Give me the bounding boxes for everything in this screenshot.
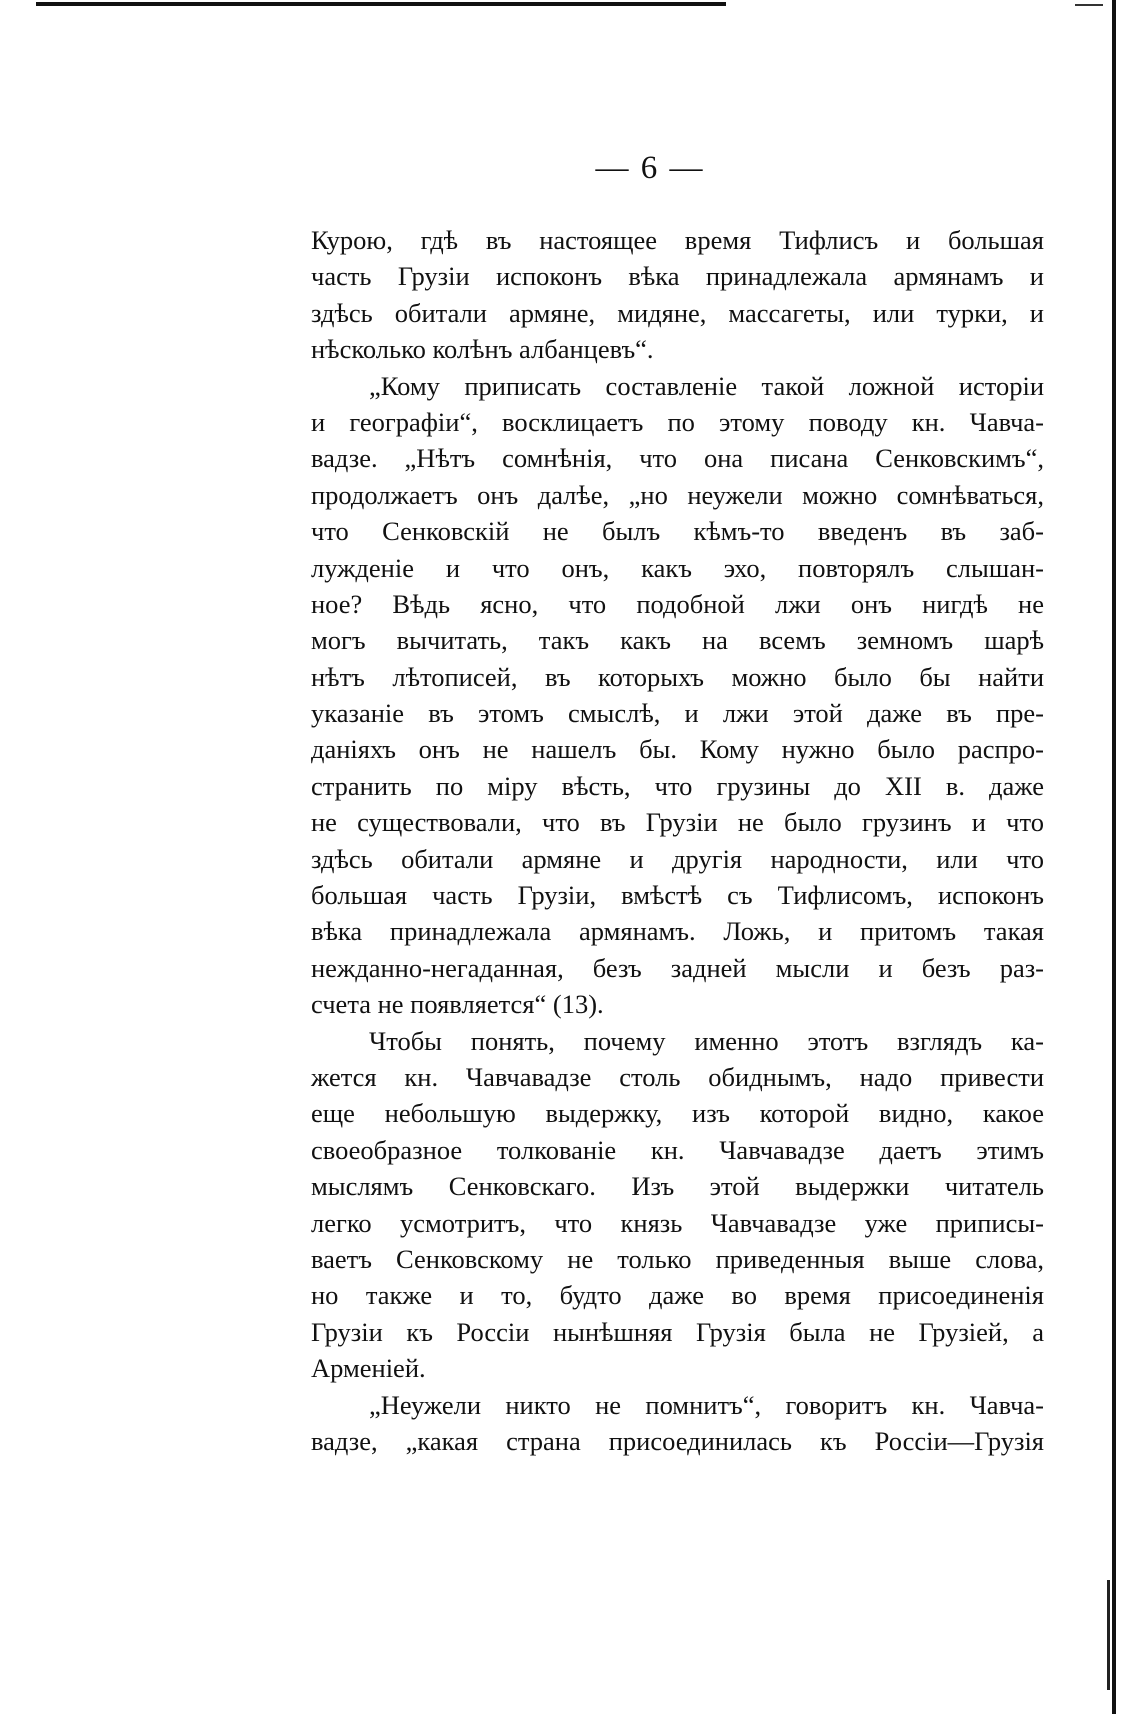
- page-number: — 6 —: [595, 150, 705, 186]
- text-line: указаніе въ этомъ смыслѣ, и лжи этой даже въ пре-: [311, 698, 1044, 729]
- text-line: большая часть Грузіи, вмѣстѣ съ Тифлисомъ, испоконъ: [311, 880, 1044, 911]
- text-line: странить по міру вѣсть, что грузины до XII в. даже: [311, 770, 1044, 801]
- text-line: Грузіи къ Россіи нынѣшняя Грузія была не Грузіей, а: [311, 1316, 1044, 1347]
- text-line: но также и то, будто даже во время присоединенія: [311, 1280, 1044, 1311]
- text-line: легко усмотритъ, что князь Чавчавадзе уже приписы-: [311, 1207, 1044, 1238]
- page-edge-mark: [1107, 1580, 1110, 1690]
- text-line: ваетъ Сенковскому не только приведенныя выше слова,: [311, 1243, 1044, 1274]
- text-line: нѣсколько колѣнъ албанцевъ“.: [311, 334, 654, 365]
- text-line: вадзе, „какая страна присоединилась къ Россіи—Грузія: [311, 1425, 1044, 1456]
- text-line: своеобразное толкованіе кн. Чавчавадзе даетъ этимъ: [311, 1134, 1044, 1165]
- text-line: здѣсь обитали армяне, мидяне, массагеты, или турки, и: [311, 297, 1044, 328]
- text-line: вѣка принадлежала армянамъ. Ложь, и притомъ такая: [311, 916, 1044, 947]
- text-line: нежданно-негаданная, безъ задней мысли и безъ раз-: [311, 952, 1044, 983]
- text-line: здѣсь обитали армяне и другія народности, или что: [311, 843, 1044, 874]
- text-line: „Неужели никто не помнитъ“, говоритъ кн. Чавча-: [369, 1389, 1044, 1420]
- text-line: счета не появляется“ (13).: [311, 989, 604, 1020]
- body-text: [311, 222, 1044, 1459]
- text-line: Курою, гдѣ въ настоящее время Тифлисъ и большая: [311, 225, 1044, 255]
- page-edge-line: [1112, 0, 1116, 1714]
- top-border-rule-fragment: [1075, 4, 1103, 6]
- text-line: еще небольшую выдержку, изъ которой видно, какое: [311, 1098, 1044, 1129]
- text-line: мыслямъ Сенковскаго. Изъ этой выдержки читатель: [311, 1171, 1044, 1202]
- text-line: могъ вычитать, такъ какъ на всемъ земномъ шарѣ: [311, 625, 1044, 656]
- text-line: что Сенковскій не былъ кѣмъ-то введенъ въ заб-: [311, 516, 1044, 547]
- text-line: и географіи“, восклицаетъ по этому поводу кн. Чавча-: [311, 406, 1044, 437]
- text-line: лужденіе и что онъ, какъ эхо, повторялъ слышан-: [311, 552, 1044, 583]
- text-line: продолжаетъ онъ далѣе, „но неужели можно сомнѣваться,: [311, 479, 1044, 510]
- text-line: нѣтъ лѣтописей, въ которыхъ можно было бы найти: [311, 661, 1044, 692]
- text-line: часть Грузіи испоконъ вѣка принадлежала армянамъ и: [311, 261, 1044, 292]
- text-line: жется кн. Чавчавадзе столь обиднымъ, надо привести: [311, 1061, 1044, 1092]
- text-line: вадзе. „Нѣтъ сомнѣнія, что она писана Сенковскимъ“,: [311, 443, 1044, 474]
- text-line: ное? Вѣдь ясно, что подобной лжи онъ нигдѣ не: [311, 588, 1044, 619]
- text-line: Арменіей.: [311, 1353, 426, 1384]
- top-border-rule: [36, 2, 726, 6]
- text-line: не существовали, что въ Грузіи не было грузинъ и что: [311, 807, 1044, 838]
- text-line: „Кому приписать составленіе такой ложной исторіи: [369, 370, 1044, 401]
- text-line: Чтобы понять, почему именно этотъ взглядъ ка-: [369, 1025, 1044, 1056]
- text-line: даніяхъ онъ не нашелъ бы. Кому нужно было распро-: [311, 734, 1044, 765]
